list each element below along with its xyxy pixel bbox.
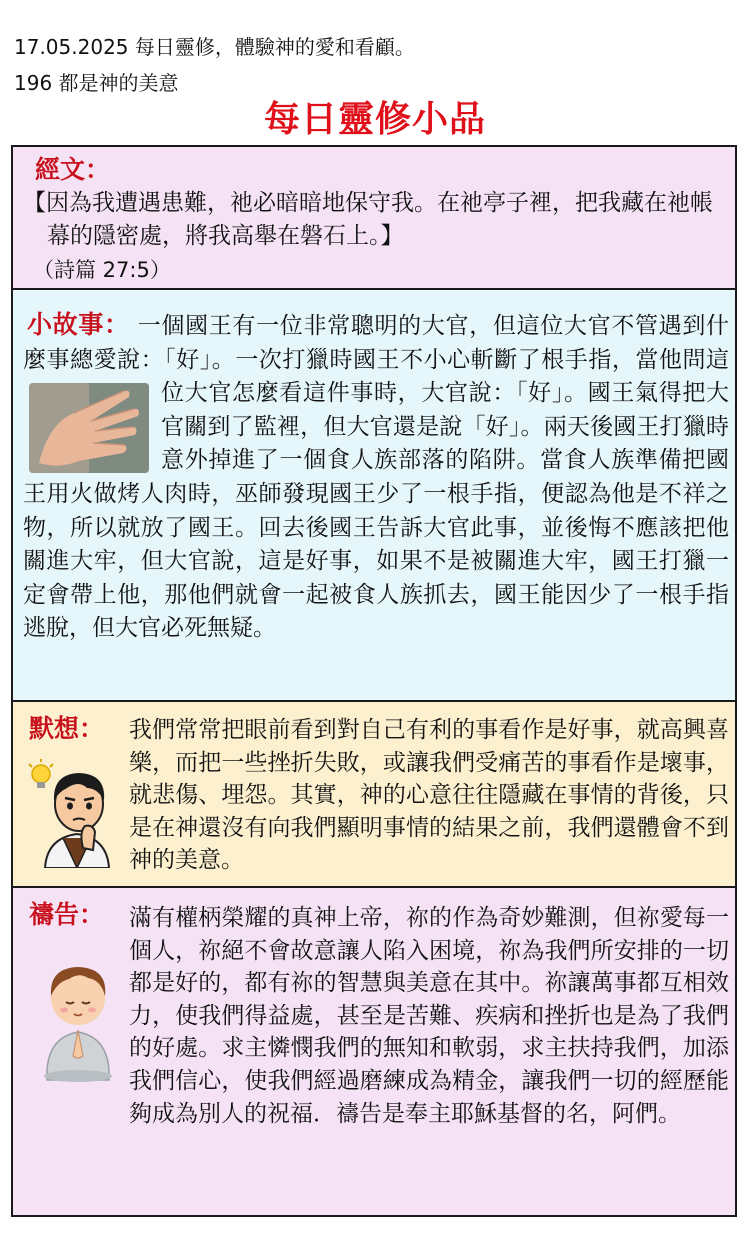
scripture-label: 經文：	[35, 155, 111, 184]
scripture-reference: （詩篇 27:5）	[33, 258, 171, 282]
story-text-part-2: 說：「好」。國王氣得把大官關到了監裡，但大官還是說「好」。兩天後國王打獵時意外掉進了一個食人族部落的陷阱。當食人族準備把國王用火做烤人肉時，巫師發現國王少了一根手指，便認為他是不祥之物，所以就放了國王。回去後國王告訴大官此事，並後悔不應該把他關進大牢，但大官說，這是好事，如果不是被關進大牢，國王打獵一定會帶上他，那他們就會一起被食人族抓去，國王能因少了一根手指逃脫，但大官必死無疑。	[23, 380, 730, 642]
hand-photo-icon	[29, 383, 149, 473]
story-section	[11, 290, 737, 702]
story-text-part-1: 一個國王有一位非常聰明的大官，但這位大官不管遇到什麼事總愛說：「好」。一次打獵時國王不小心斬斷了根手指，當他問這位大官怎麼看這件事時，大官	[23, 313, 729, 407]
story-text	[23, 308, 729, 646]
hand-photo-graphic	[29, 383, 149, 473]
scripture-section	[11, 145, 737, 290]
devotion-subtitle: 196 都是神的美意	[14, 71, 179, 95]
prayer-text: 滿有權柄榮耀的真神上帝，祢的作為奇妙難測，但祢愛每一個人，祢絕不會故意讓人陷入困境，祢為我們所安排的一切都是好的，都有祢的智慧與美意在其中。祢讓萬事都互相效力，使我們得益處，甚至是苦難、疾病和挫折也是為了我們的好處。求主憐憫我們的無知和軟弱，求主扶持我們，加添我們信心，使我們經過磨練成為精金，讓我們一切的經歷能夠成為別人的祝福．禱告是奉主耶穌基督的名，阿們。	[129, 905, 729, 1127]
date-line: 17.05.2025 每日靈修，體驗神的愛和看顧。	[14, 35, 415, 59]
meditation-text: 我們常常把眼前看到對自己有利的事看作是好事，就高興喜樂，而把一些挫折失敗，或讓我們受痛苦的事看作是壞事，就悲傷、埋怨。其實，神的心意往往隱藏在事情的背後，只是在神還沒有向我們顯明事情的結果之前，我們還體會不到神的美意。	[129, 717, 729, 874]
prayer-section	[11, 888, 737, 1217]
story-label: 小故事：	[27, 310, 130, 339]
praying-child-icon	[33, 952, 123, 1082]
thinking-person-lightbulb-icon	[27, 758, 123, 868]
page-title: 每日靈修小品	[263, 99, 486, 140]
prayer-label: 禱告：	[29, 900, 105, 929]
meditation-label: 默想：	[29, 714, 105, 743]
meditation-section	[11, 702, 737, 888]
scripture-verse: 【因為我遭遇患難，祂必暗暗地保守我。在祂亭子裡，把我藏在祂帳幕的隱密處，將我高舉在磐石上。】	[23, 190, 713, 249]
